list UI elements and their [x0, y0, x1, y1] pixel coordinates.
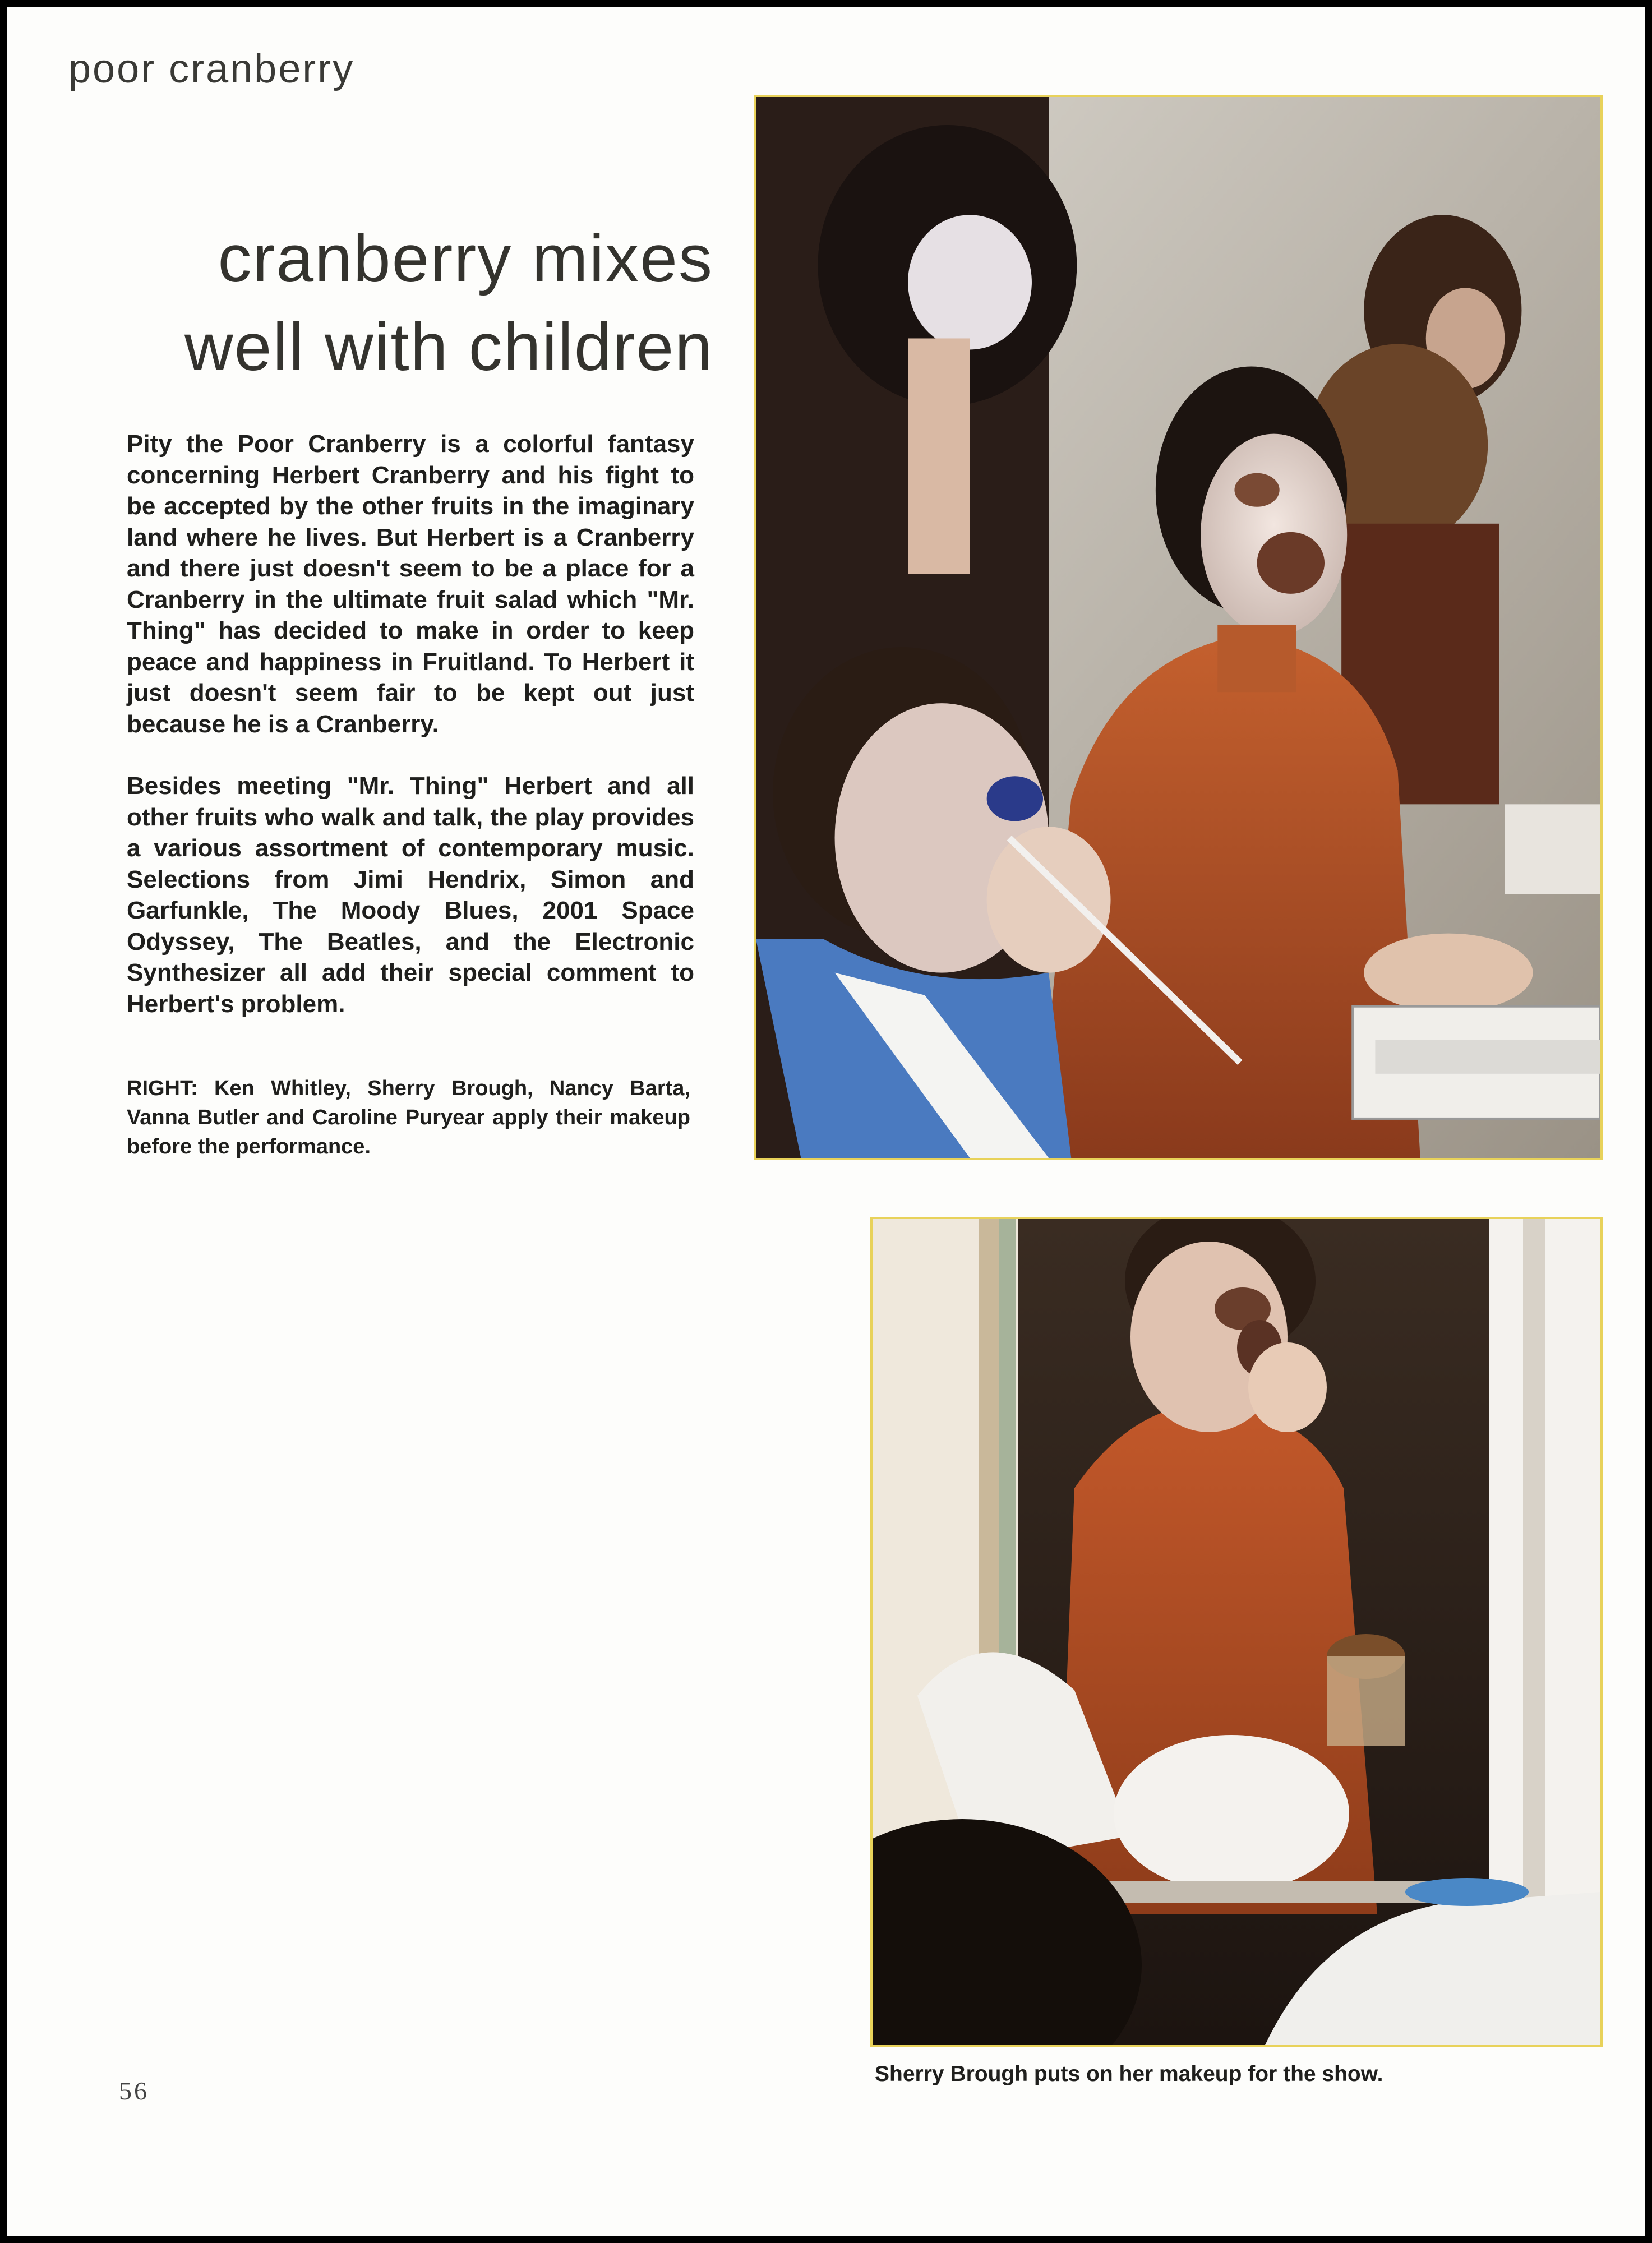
caption-bottom-photo: Sherry Brough puts on her makeup for the show.	[875, 2062, 1383, 2086]
yearbook-page	[7, 7, 1645, 2236]
article-body	[127, 428, 694, 1050]
body-paragraph-1: Pity the Poor Cranberry is a colorful fantasy concerning Herbert Cranberry and his fight to be accepted by the other fruits in the imaginary land where he lives. But Herbert is a Cranberry and there just doesn't seem to be a place for a Cranberry in the ultimate fruit salad which "Mr. Thing" has decided to make in order to keep peace and happiness in Fruitland. To Herbert it just doesn't seem fair to be kept out just because he is a Cranberry.	[127, 430, 694, 738]
headline-line-2: well with children	[184, 310, 713, 385]
caption-top-photo: RIGHT: Ken Whitley, Sherry Brough, Nancy Barta, Vanna Butler and Caroline Puryear apply their makeup before the performance.	[127, 1077, 690, 1159]
page-number: 56	[119, 2076, 149, 2105]
body-paragraph-2: Besides meeting "Mr. Thing" Herbert and all other fruits who walk and talk, the play provides a various assortment of contemporary music. Selections from Jimi Hendrix, Simon and Garfunkle, The Moody Blues, 2001 Space Odyssey, The Beatles, and the Electronic Synthesizer all add their special comment to Herbert's problem.	[127, 772, 694, 1018]
headline-line-1: cranberry mixes	[218, 221, 713, 296]
photo-sherry-mirror	[870, 1217, 1603, 2047]
photo-makeup-group	[754, 95, 1603, 1160]
section-label: poor cranberry	[68, 47, 355, 91]
headline	[141, 214, 713, 391]
